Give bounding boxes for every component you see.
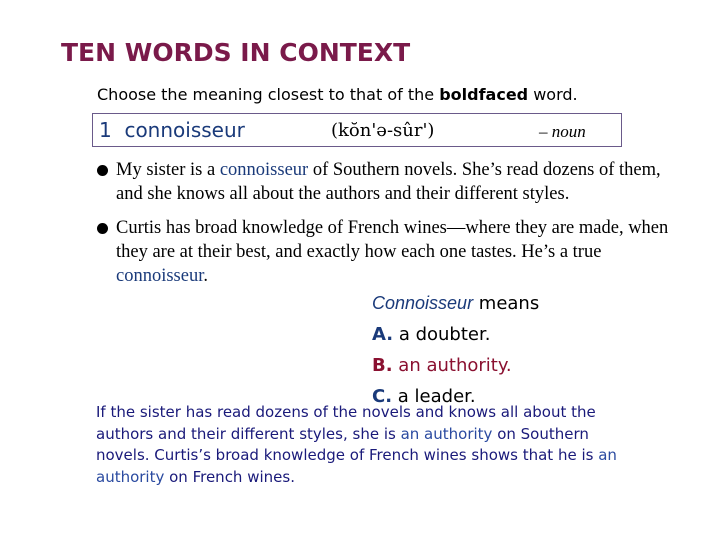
example-keyword: connoisseur [116, 266, 204, 286]
bullet-icon [97, 223, 108, 234]
example-post: of Southern novels. She’s read dozens of them, and she knows all about the authors and their different styles. [116, 160, 661, 204]
instruction-pre: Choose the meaning closest to that of the [97, 85, 440, 104]
question-stem [372, 288, 539, 319]
example-pre: Curtis has broad knowledge of French wines—where they are made, when they are at their best, and exactly how each one tastes. He’s a true [116, 218, 669, 262]
bullet-icon [97, 165, 108, 176]
choice-text: an authority. [392, 355, 512, 376]
example-sentence-1 [97, 158, 677, 206]
instruction-post: word. [528, 85, 578, 104]
choice-letter: A. [372, 324, 394, 345]
vocab-word-box [92, 113, 622, 147]
example-keyword: connoisseur [219, 160, 309, 180]
part-of-speech: – noun [539, 122, 586, 141]
word-number: 1 [99, 118, 112, 142]
answer-choices [372, 288, 539, 412]
instruction [97, 85, 578, 104]
example-text [116, 216, 677, 288]
page-title: TEN WORDS IN CONTEXT [61, 38, 411, 67]
example-pre: My sister is a [116, 160, 220, 180]
explanation [96, 402, 636, 488]
choice-letter: B. [372, 355, 393, 376]
choice-b[interactable] [372, 350, 539, 381]
question-word: Connoisseur [372, 293, 474, 313]
choice-text: a doubter. [393, 324, 491, 345]
question-suffix: means [473, 293, 540, 314]
explanation-part3: on French wines. [164, 467, 295, 486]
example-sentence-2 [97, 216, 677, 288]
example-text [116, 158, 677, 206]
explanation-highlight-1: an authority [400, 424, 493, 443]
example-post: . [203, 266, 208, 286]
word-heading [99, 118, 245, 142]
explanation-part1: If the sister has read dozens of the novels and knows all about the authors and their different styles, she is [96, 403, 596, 443]
explanation-highlight-2: an authority [96, 446, 617, 486]
explanation-part2: on Southern novels. Curtis’s broad knowledge of French wines shows that he is [96, 424, 599, 464]
choice-a[interactable] [372, 319, 539, 350]
pronunciation: (kŏn'ə-sûr') [331, 120, 435, 141]
instruction-bold: boldfaced [439, 85, 529, 104]
word-term: connoisseur [124, 118, 245, 142]
choice-letter: C. [372, 386, 393, 407]
choice-text: a leader. [392, 386, 476, 407]
